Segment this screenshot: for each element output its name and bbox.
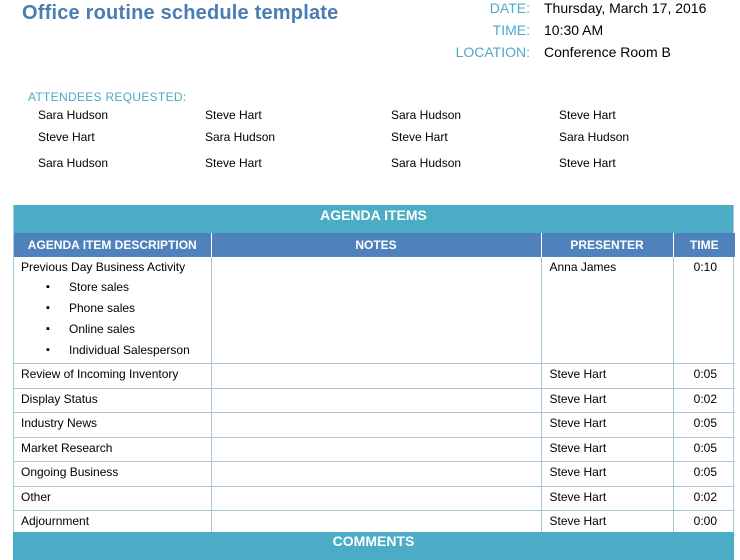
comments-header: COMMENTS	[13, 532, 734, 560]
attendee: Sara Hudson	[38, 156, 109, 170]
meeting-details	[440, 0, 740, 66]
time-cell[interactable]: 0:05	[673, 364, 735, 389]
agenda-description-cell[interactable]: Display Status	[14, 388, 211, 413]
attendee-row	[38, 108, 678, 130]
presenter-cell[interactable]: Steve Hart	[541, 511, 673, 536]
attendee: Steve Hart	[391, 130, 448, 144]
agenda-description-cell[interactable]: Market Research	[14, 437, 211, 462]
time-cell[interactable]: 0:02	[673, 486, 735, 511]
agenda-description-cell[interactable]: Adjournment	[14, 511, 211, 536]
time-cell[interactable]: 0:05	[673, 413, 735, 438]
agenda-description-cell[interactable]: Other	[14, 486, 211, 511]
agenda-subitems	[21, 279, 211, 363]
document-title: Office routine schedule template	[22, 2, 339, 24]
date-row	[440, 0, 740, 22]
table-row	[14, 437, 735, 462]
attendee: Sara Hudson	[559, 130, 630, 144]
agenda-table	[14, 233, 735, 536]
time-cell[interactable]: 0:00	[673, 511, 735, 536]
agenda-description-cell[interactable]: Ongoing Business	[14, 462, 211, 487]
list-item: ▪ Individual Salesperson	[21, 342, 211, 363]
column-header-description: AGENDA ITEM DESCRIPTION	[14, 233, 211, 257]
agenda-column-headers	[14, 233, 735, 257]
presenter-cell[interactable]: Anna James	[541, 257, 673, 364]
time-cell[interactable]: 0:10	[673, 257, 735, 364]
location-label: LOCATION:	[455, 44, 530, 60]
presenter-cell[interactable]: Steve Hart	[541, 462, 673, 487]
presenter-cell[interactable]: Steve Hart	[541, 486, 673, 511]
attendee-row	[38, 130, 678, 152]
time-cell[interactable]: 0:05	[673, 437, 735, 462]
list-item: ▪ Online sales	[21, 321, 211, 342]
notes-cell[interactable]	[211, 437, 541, 462]
agenda-section	[13, 205, 734, 536]
location-value: Conference Room B	[544, 44, 671, 60]
notes-cell[interactable]	[211, 462, 541, 487]
time-cell[interactable]: 0:05	[673, 462, 735, 487]
time-cell[interactable]: 0:02	[673, 388, 735, 413]
presenter-cell[interactable]: Steve Hart	[541, 437, 673, 462]
presenter-cell[interactable]: Steve Hart	[541, 388, 673, 413]
attendee: Sara Hudson	[391, 156, 462, 170]
presenter-cell[interactable]: Steve Hart	[541, 413, 673, 438]
column-header-presenter: PRESENTER	[541, 233, 673, 257]
attendees-list	[38, 108, 678, 178]
attendee: Steve Hart	[205, 108, 262, 122]
attendee: Steve Hart	[559, 156, 616, 170]
time-label: TIME:	[492, 22, 530, 38]
notes-cell[interactable]	[211, 388, 541, 413]
agenda-description: Previous Day Business Activity	[21, 260, 186, 274]
attendee: Sara Hudson	[38, 108, 109, 122]
notes-cell[interactable]	[211, 257, 541, 364]
column-header-notes: NOTES	[211, 233, 541, 257]
table-row	[14, 388, 735, 413]
date-label: DATE:	[489, 0, 530, 16]
attendee: Steve Hart	[38, 130, 95, 144]
time-value: 10:30 AM	[544, 22, 604, 38]
notes-cell[interactable]	[211, 364, 541, 389]
list-item: ▪ Phone sales	[21, 300, 211, 321]
attendee: Sara Hudson	[391, 108, 462, 122]
agenda-description-cell[interactable]	[14, 257, 211, 364]
location-row	[440, 44, 740, 66]
notes-cell[interactable]	[211, 413, 541, 438]
agenda-items-header: AGENDA ITEMS	[14, 205, 733, 233]
table-row	[14, 413, 735, 438]
attendee-row	[38, 156, 678, 178]
presenter-cell[interactable]: Steve Hart	[541, 364, 673, 389]
date-value: Thursday, March 17, 2016	[544, 0, 707, 16]
attendees-label: ATTENDEES REQUESTED:	[28, 90, 187, 104]
time-row	[440, 22, 740, 44]
notes-cell[interactable]	[211, 486, 541, 511]
attendee: Steve Hart	[205, 156, 262, 170]
table-row	[14, 462, 735, 487]
column-header-time: TIME	[673, 233, 735, 257]
table-row	[14, 257, 735, 364]
list-item: ▪ Store sales	[21, 279, 211, 300]
attendee: Sara Hudson	[205, 130, 276, 144]
table-row	[14, 486, 735, 511]
attendee: Steve Hart	[559, 108, 616, 122]
agenda-description-cell[interactable]: Industry News	[14, 413, 211, 438]
table-row	[14, 364, 735, 389]
agenda-description-cell[interactable]: Review of Incoming Inventory	[14, 364, 211, 389]
